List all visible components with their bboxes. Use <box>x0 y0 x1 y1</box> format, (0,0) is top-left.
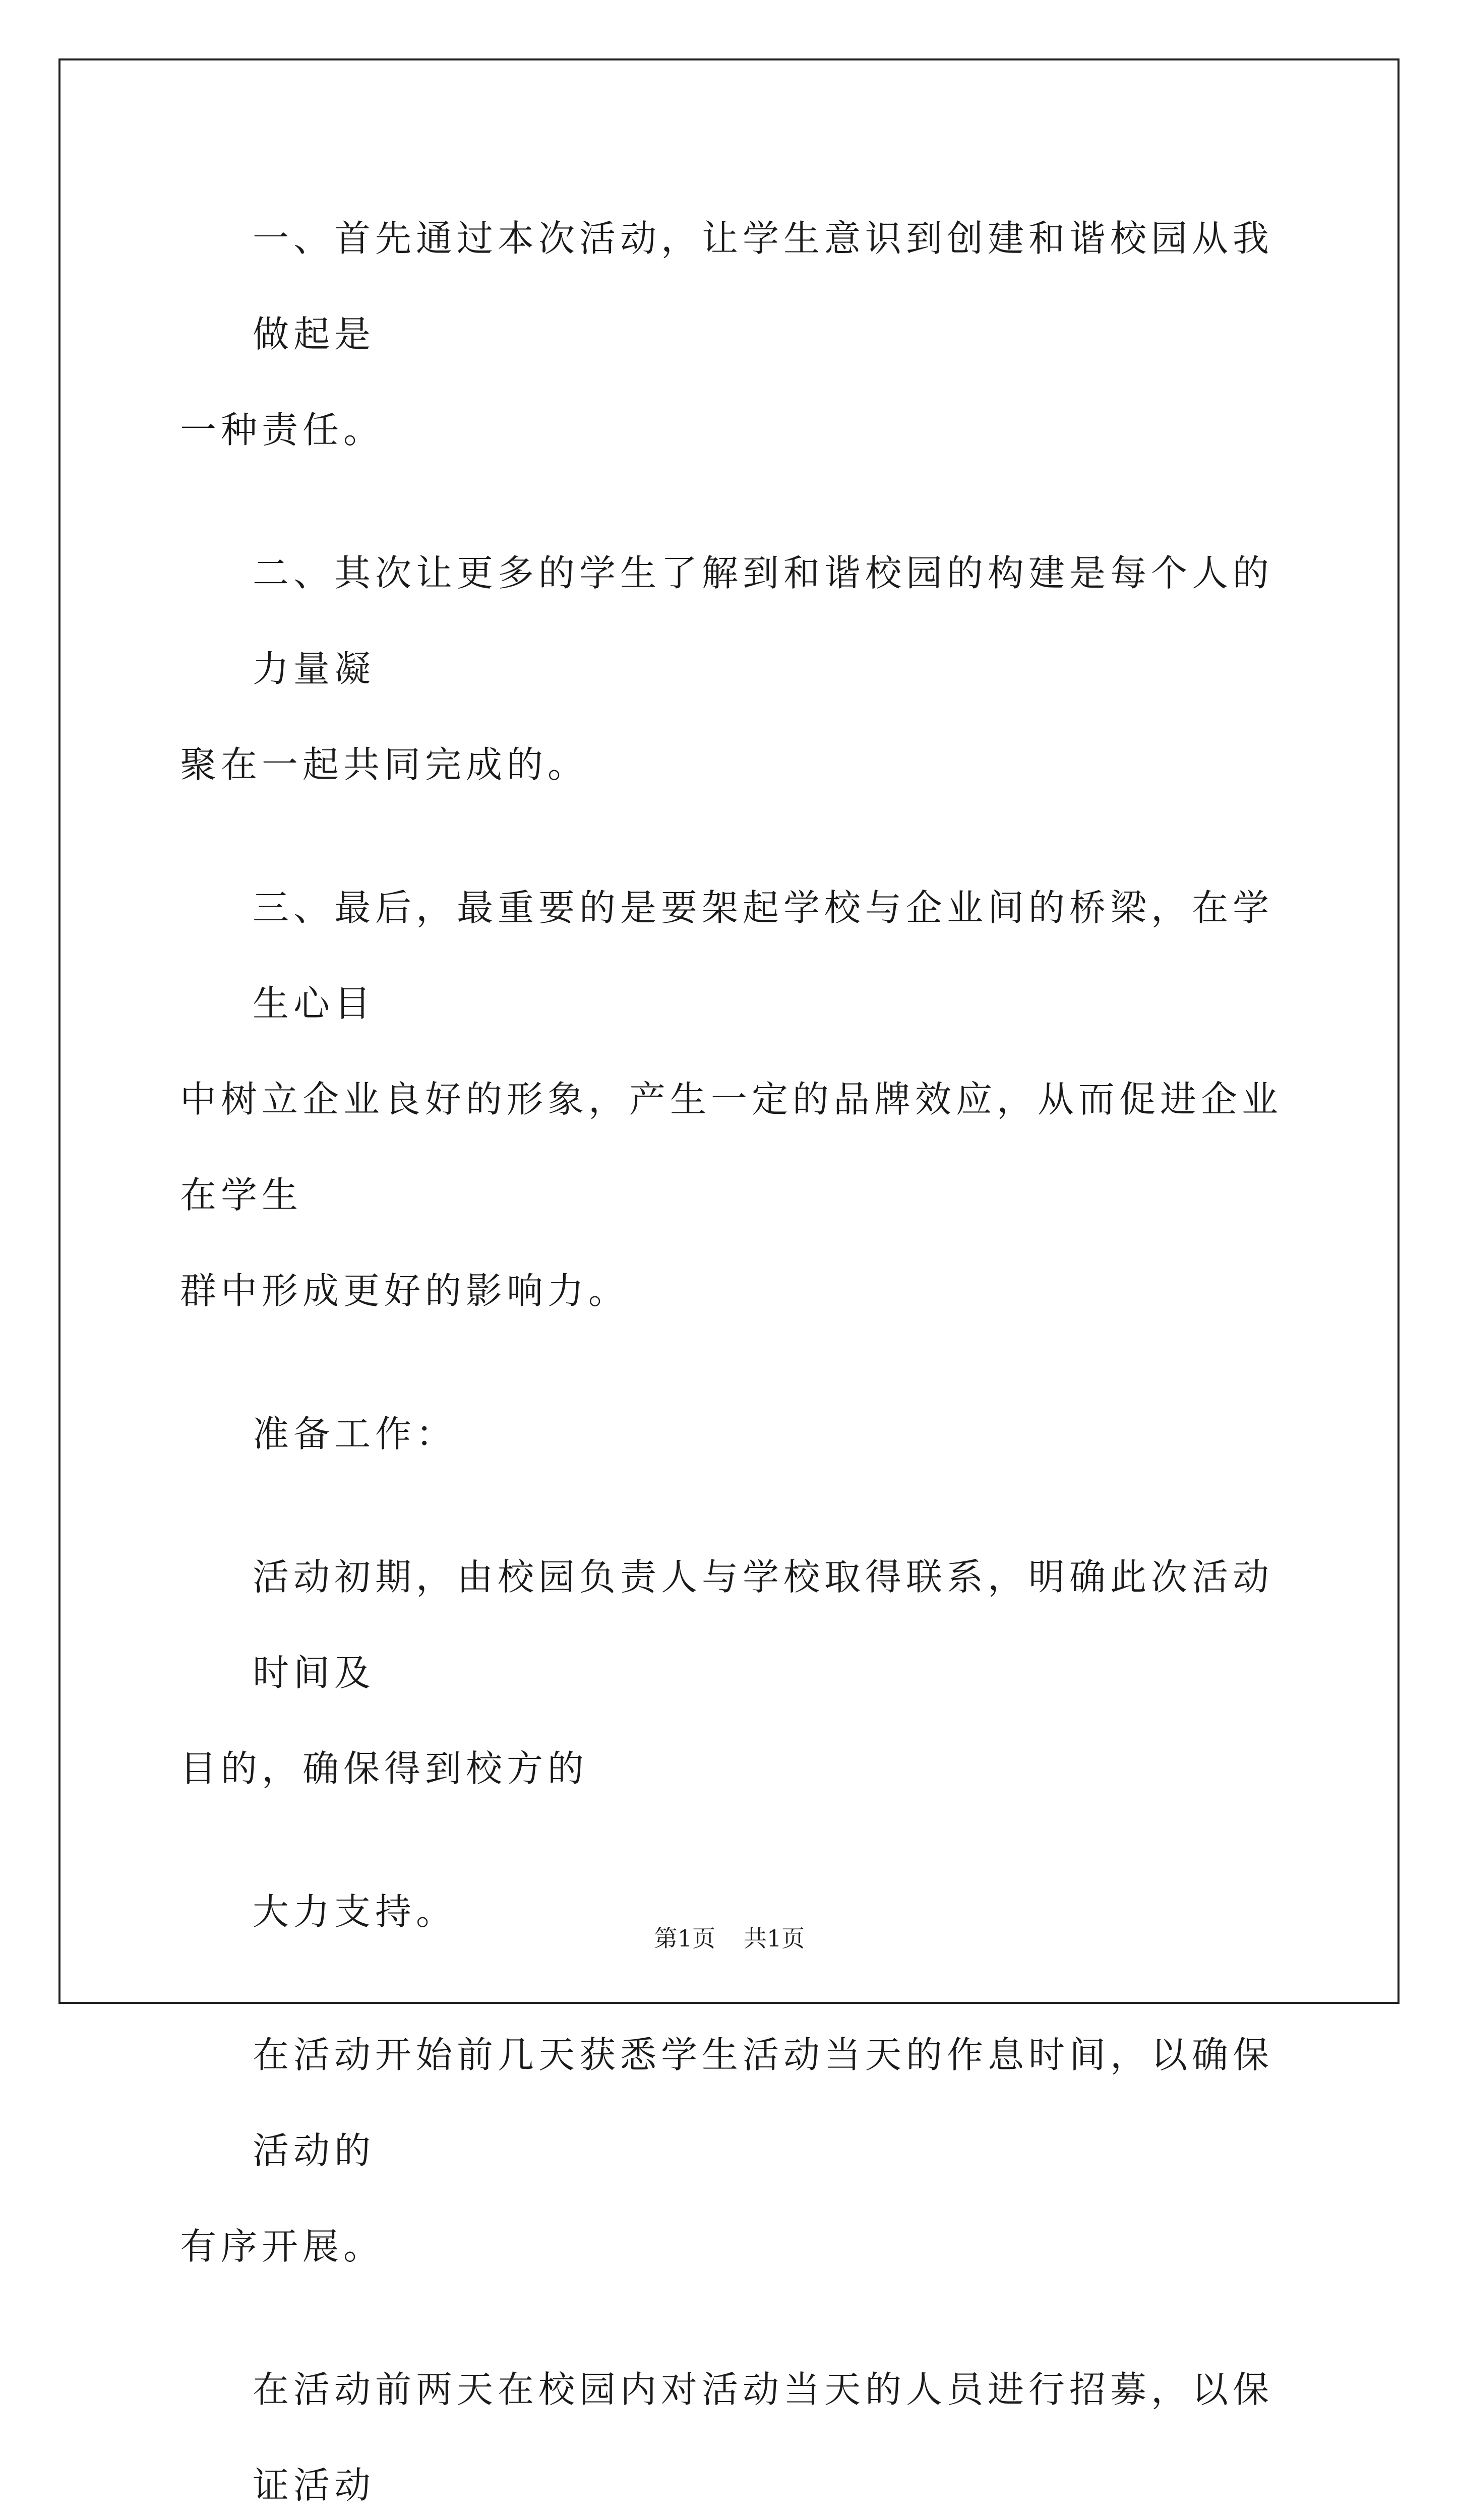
text-line: 群中形成更好的影响力。 <box>180 1270 630 1312</box>
text-line: 一种责任。 <box>180 409 385 451</box>
text-line: 活动初期，由校园负责人与学校取得联系，明确此次活动时间及 <box>253 1556 1274 1694</box>
text-line: 大力支持。 <box>253 1891 457 1933</box>
text-line: 在活动前两天在校园内对活动当天的人员进行招募，以保证活动 <box>253 2368 1274 2506</box>
document-body <box>180 191 1289 2520</box>
text-line: 聚在一起共同完成的。 <box>180 743 589 786</box>
text-line: 中树立企业良好的形象，产生一定的品牌效应，从而促进企业在学生 <box>180 1078 1283 1216</box>
text-line: 一、首先通过本次活动，让学生意识到创建和谐校园从我做起是 <box>253 217 1274 355</box>
text-line: 二、其次让更多的学生了解到和谐校园的构建是每个人的力量凝 <box>253 552 1274 690</box>
text-line: 有序开展。 <box>180 2225 385 2267</box>
page-total: 共1页 <box>744 1925 805 1952</box>
paragraph-recruitment <box>180 2342 1289 2520</box>
text-line: 目的，确保得到校方的 <box>180 1747 589 1790</box>
paragraph-schedule <box>180 2007 1289 2294</box>
page-number: 第1页 <box>654 1925 715 1952</box>
paragraph-goal-3 <box>180 860 1289 1339</box>
paragraph-goal-1 <box>180 191 1289 478</box>
paragraph-initial-stage <box>180 1529 1289 1816</box>
page-footer <box>0 1920 1459 1954</box>
text-line: 准备工作： <box>253 1413 457 1455</box>
text-line: 三、最后，最重要的是要架起学校与企业间的桥梁，在学生心目 <box>253 887 1274 1025</box>
section-heading-preparation <box>180 1386 1289 1482</box>
paragraph-goal-2 <box>180 525 1289 812</box>
text-line: 在活动开始前几天获悉学生活动当天的作息时间，以确保活动的 <box>253 2034 1274 2172</box>
